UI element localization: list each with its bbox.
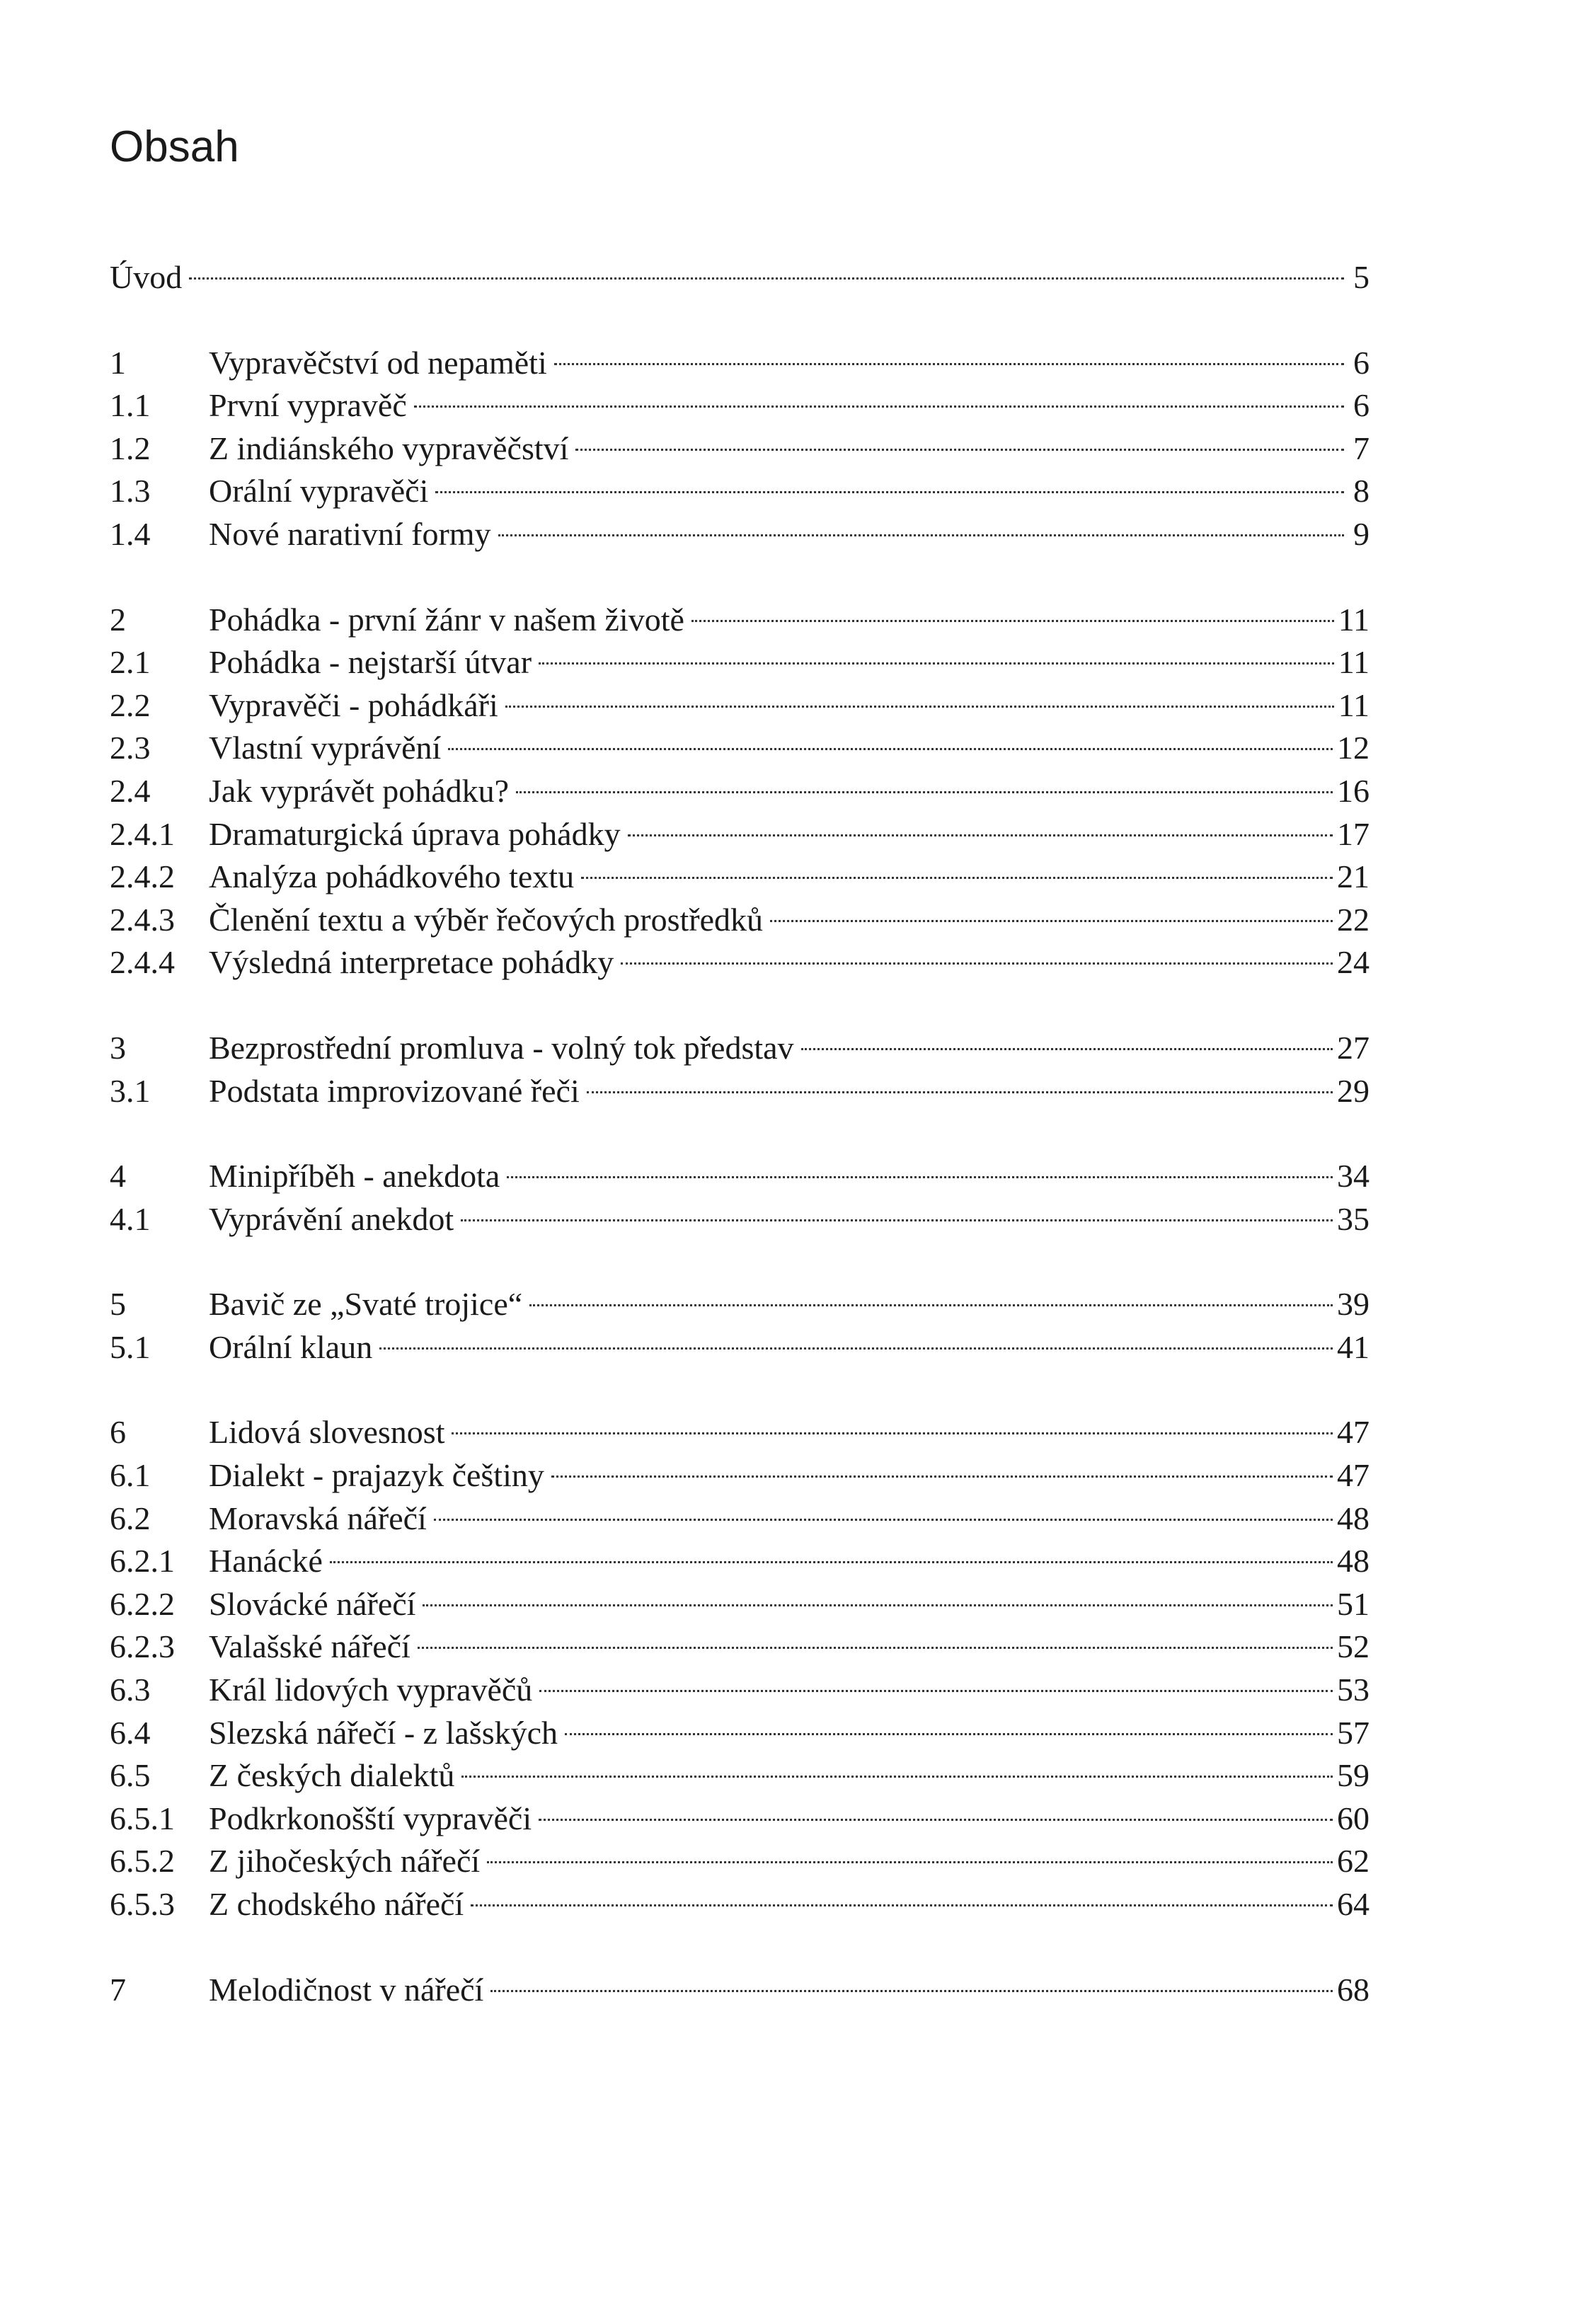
toc-entry-title: Hanácké [209, 1543, 323, 1580]
toc-entry-title: Bezprostřední promluva - volný tok představ [209, 1029, 794, 1066]
toc-entry-number: 1.1 [110, 387, 151, 424]
toc-entry-title: Lidová slovesnost [209, 1414, 445, 1451]
toc-entry-number: 6.2.2 [110, 1585, 175, 1622]
toc-entry-page: 5 [1353, 259, 1370, 295]
dot-leader [565, 1733, 1333, 1735]
dot-leader [628, 834, 1333, 836]
toc-entry-title: Z jihočeských nářečí [209, 1843, 481, 1880]
toc-entry-page: 48 [1337, 1543, 1370, 1580]
dot-leader [448, 748, 1333, 750]
toc-entry-page: 53 [1337, 1672, 1370, 1708]
toc-entry-title: Vyprávění anekdot [209, 1200, 454, 1237]
toc-entry-page: 9 [1353, 515, 1370, 552]
dot-leader [554, 363, 1344, 365]
toc-entry [110, 470, 1370, 513]
toc-entry-number: 2.4 [110, 772, 151, 809]
toc-entry-page: 68 [1337, 1971, 1370, 2008]
toc-entry-title: Členění textu a výběr řečových prostředků [209, 901, 764, 938]
toc-entry-page: 16 [1337, 772, 1370, 809]
toc-entry-page: 6 [1353, 344, 1370, 381]
dot-leader [551, 1475, 1333, 1478]
toc-entry-title: Vypravěčství od nepaměti [209, 344, 547, 381]
toc-entry-page: 48 [1337, 1500, 1370, 1536]
dot-leader [461, 1776, 1333, 1778]
toc-entry-number: 1 [110, 344, 126, 381]
dot-leader [801, 1048, 1333, 1050]
dot-leader [379, 1347, 1333, 1350]
toc-entry [110, 1155, 1370, 1198]
toc-entry-number: 6.4 [110, 1714, 151, 1751]
toc-entry-page: 62 [1337, 1843, 1370, 1880]
toc-entry [110, 1583, 1370, 1626]
toc-entry-number: 1.2 [110, 430, 151, 466]
toc-entry [110, 1326, 1370, 1369]
toc-entry-number: 1.4 [110, 515, 151, 552]
toc-entry [110, 941, 1370, 984]
toc-entry-title: Orální vypravěči [209, 473, 429, 510]
toc-entry-number: 1.3 [110, 473, 151, 510]
toc-entry-intro [110, 256, 1370, 299]
toc-entry-page: 8 [1353, 473, 1370, 510]
dot-leader [423, 1604, 1333, 1606]
toc-entry-page: 11 [1338, 601, 1370, 638]
toc-entry-title: Král lidových vypravěčů [209, 1672, 533, 1708]
toc-entry [110, 813, 1370, 856]
toc-entry-page: 11 [1338, 686, 1370, 723]
dot-leader [418, 1647, 1333, 1649]
toc-entry-page: 27 [1337, 1029, 1370, 1066]
toc-entry-title: Analýza pohádkového textu [209, 858, 575, 895]
toc-entry-number: 6.1 [110, 1457, 151, 1494]
dot-leader [434, 1519, 1333, 1521]
toc-entry-page: 24 [1337, 944, 1370, 981]
toc-entry-number: 2.2 [110, 686, 151, 723]
toc-entry [110, 1969, 1370, 2012]
toc-entry-page: 29 [1337, 1072, 1370, 1109]
dot-leader [189, 277, 1344, 280]
dot-leader [587, 1091, 1333, 1093]
toc-entry-page: 22 [1337, 901, 1370, 938]
toc-entry-number: 3 [110, 1029, 126, 1066]
toc-entry-number: 2 [110, 601, 126, 638]
dot-leader [539, 662, 1334, 665]
toc-entry-title: Pohádka - první žánr v našem životě [209, 601, 684, 638]
toc-entry-page: 34 [1337, 1158, 1370, 1195]
dot-leader [452, 1432, 1333, 1434]
dot-leader [498, 534, 1344, 536]
dot-leader [471, 1904, 1333, 1906]
toc-entry-title: Minipříběh - anekdota [209, 1158, 500, 1195]
toc-entry [110, 856, 1370, 899]
dot-leader [529, 1304, 1333, 1306]
toc-entry [110, 641, 1370, 684]
toc-entry [110, 1497, 1370, 1541]
toc-entry-page: 47 [1337, 1457, 1370, 1494]
dot-leader [539, 1819, 1333, 1821]
toc-entry-title: Moravská nářečí [209, 1500, 427, 1536]
toc-entry [110, 1540, 1370, 1583]
toc-entry-title: Podkrkonošští vypravěči [209, 1800, 532, 1836]
toc-entry-title: Z indiánského vypravěčství [209, 430, 569, 466]
dot-leader [490, 1990, 1333, 1992]
toc-entry-title: Vypravěči - pohádkáři [209, 686, 498, 723]
toc-entry [110, 1027, 1370, 1070]
toc-entry [110, 1454, 1370, 1497]
toc-entry-number: 4 [110, 1158, 126, 1195]
toc-entry-title: Podstata improvizované řeči [209, 1072, 580, 1109]
toc-entry [110, 1669, 1370, 1712]
toc-entry-page: 60 [1337, 1800, 1370, 1836]
toc-entry-page: 11 [1338, 644, 1370, 681]
toc-entry-title: Dialekt - prajazyk češtiny [209, 1457, 544, 1494]
toc-entry-number: 5 [110, 1286, 126, 1323]
toc-entry-title: Úvod [110, 259, 183, 295]
toc-entry-number: 3.1 [110, 1072, 151, 1109]
toc-entry [110, 1797, 1370, 1841]
dot-leader [516, 791, 1333, 793]
toc-entry-title: Výsledná interpretace pohádky [209, 944, 614, 981]
toc-entry-page: 39 [1337, 1286, 1370, 1323]
toc-entry-page: 59 [1337, 1757, 1370, 1794]
dot-leader [414, 405, 1344, 408]
toc-entry [110, 1283, 1370, 1326]
dot-leader [539, 1690, 1333, 1692]
toc-entry-page: 17 [1337, 815, 1370, 852]
toc-entry-number: 6.5 [110, 1757, 151, 1794]
table-of-contents [110, 256, 1370, 2011]
dot-leader [621, 962, 1333, 965]
toc-entry-page: 35 [1337, 1200, 1370, 1237]
toc-entry [110, 1070, 1370, 1113]
toc-entry-title: Slezská nářečí - z lašských [209, 1714, 558, 1751]
dot-leader [770, 920, 1333, 922]
toc-entry [110, 1840, 1370, 1883]
toc-entry-page: 12 [1337, 730, 1370, 766]
toc-entry [110, 684, 1370, 727]
toc-entry-number: 6.5.1 [110, 1800, 175, 1836]
dot-leader [505, 706, 1334, 708]
toc-entry [110, 770, 1370, 813]
toc-entry [110, 1754, 1370, 1797]
toc-entry-title: Jak vyprávět pohádku? [209, 772, 510, 809]
toc-entry-number: 6.2 [110, 1500, 151, 1536]
toc-entry-number: 6.5.3 [110, 1886, 175, 1922]
toc-entry-page: 7 [1353, 430, 1370, 466]
dot-leader [461, 1219, 1333, 1221]
toc-entry [110, 427, 1370, 471]
toc-entry-number: 6.2.1 [110, 1543, 175, 1580]
toc-entry-number: 2.4.2 [110, 858, 175, 895]
toc-entry-number: 4.1 [110, 1200, 151, 1237]
toc-entry-page: 47 [1337, 1414, 1370, 1451]
page-title: Obsah [110, 122, 239, 171]
toc-entry-number: 2.4.3 [110, 901, 175, 938]
dot-leader [330, 1561, 1333, 1563]
toc-entry-title: Bavič ze „Svaté trojice“ [209, 1286, 523, 1323]
toc-entry [110, 1198, 1370, 1241]
toc-entry [110, 513, 1370, 556]
toc-entry [110, 727, 1370, 770]
toc-entry-title: Dramaturgická úprava pohádky [209, 815, 621, 852]
toc-entry-number: 5.1 [110, 1328, 151, 1365]
toc-entry-page: 57 [1337, 1714, 1370, 1751]
dot-leader [575, 449, 1344, 451]
dot-leader [507, 1176, 1333, 1178]
toc-entry-title: Orální klaun [209, 1328, 373, 1365]
toc-entry-page: 64 [1337, 1886, 1370, 1922]
toc-entry-number: 2.1 [110, 644, 151, 681]
dot-leader [581, 877, 1333, 879]
toc-entry [110, 1626, 1370, 1669]
toc-entry-title: Z chodského nářečí [209, 1886, 464, 1922]
toc-entry-page: 21 [1337, 858, 1370, 895]
toc-entry-title: První vypravěč [209, 387, 407, 424]
toc-entry-number: 6.3 [110, 1672, 151, 1708]
toc-entry-title: Vlastní vyprávění [209, 730, 442, 766]
toc-entry-number: 6 [110, 1414, 126, 1451]
toc-entry-number: 2.3 [110, 730, 151, 766]
toc-entry [110, 342, 1370, 385]
toc-entry-number: 6.5.2 [110, 1843, 175, 1880]
dot-leader [691, 620, 1334, 622]
toc-entry-title: Nové narativní formy [209, 515, 491, 552]
toc-entry-title: Pohádka - nejstarší útvar [209, 644, 532, 681]
toc-entry-number: 2.4.4 [110, 944, 175, 981]
toc-entry [110, 899, 1370, 942]
dot-leader [487, 1861, 1333, 1863]
toc-entry-page: 52 [1337, 1628, 1370, 1665]
toc-entry-number: 6.2.3 [110, 1628, 175, 1665]
toc-entry-page: 41 [1337, 1328, 1370, 1365]
toc-entry-number: 7 [110, 1971, 126, 2008]
toc-entry [110, 384, 1370, 427]
toc-entry-title: Slovácké nářečí [209, 1585, 416, 1622]
dot-leader [435, 491, 1344, 493]
toc-entry [110, 599, 1370, 642]
toc-entry-number: 2.4.1 [110, 815, 175, 852]
toc-entry [110, 1883, 1370, 1926]
toc-entry [110, 1411, 1370, 1454]
toc-entry-page: 51 [1337, 1585, 1370, 1622]
toc-entry [110, 1712, 1370, 1755]
toc-entry-title: Z českých dialektů [209, 1757, 455, 1794]
toc-entry-title: Valašské nářečí [209, 1628, 411, 1665]
toc-entry-page: 6 [1353, 387, 1370, 424]
toc-entry-title: Melodičnost v nářečí [209, 1971, 484, 2008]
